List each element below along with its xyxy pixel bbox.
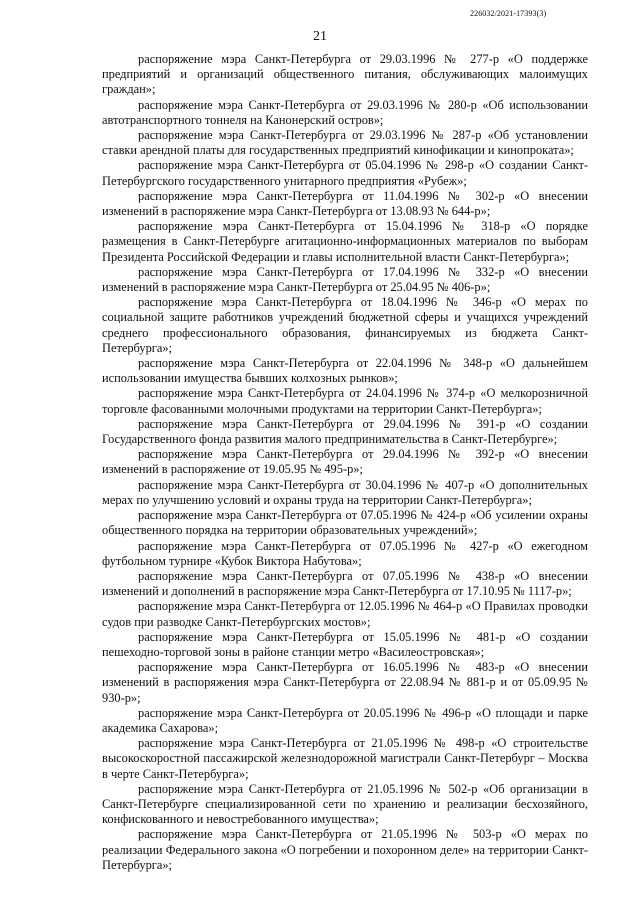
list-item: распоряжение мэра Санкт-Петербурга от 30.04.1996 № 407-р «О дополнительных мерах по улучшению условий и охраны труда на территории Санкт-Петербурга»; <box>102 477 588 507</box>
list-item: распоряжение мэра Санкт-Петербурга от 07.05.1996 № 424-р «Об усилении охраны общественного порядка на территории образовательных учреждений»; <box>102 508 588 538</box>
list-item: распоряжение мэра Санкт-Петербурга от 16.05.1996 № 483-р «О внесении изменений в распоряжения мэра Санкт-Петербурга от 22.08.94 № 881-р и от 05.09.95 № 930-р»; <box>102 660 588 705</box>
list-item: распоряжение мэра Санкт-Петербурга от 22.04.1996 № 348-р «О дальнейшем использовании имущества бывших колхозных рынков»; <box>102 356 588 386</box>
list-item: распоряжение мэра Санкт-Петербурга от 20.05.1996 № 496-р «О площади и парке академика Сахарова»; <box>102 705 588 735</box>
list-item: распоряжение мэра Санкт-Петербурга от 05.04.1996 № 298-р «О создании Санкт-Петербургского государственного унитарного предприятия «Рубеж»; <box>102 158 588 188</box>
document-body <box>102 52 588 873</box>
list-item: распоряжение мэра Санкт-Петербурга от 15.04.1996 № 318-р «О порядке размещения в Санкт-Петербурге агитационно-информационных материалов по выборам Президента Российской Федерации и главы исполнительной власти Санкт-Петербурга»; <box>102 219 588 264</box>
list-item: распоряжение мэра Санкт-Петербурга от 07.05.1996 № 427-р «О ежегодном футбольном турнире «Кубок Виктора Набутова»; <box>102 538 588 568</box>
list-item: распоряжение мэра Санкт-Петербурга от 12.05.1996 № 464-р «О Правилах проводки судов при разводке Санкт-Петербургских мостов»; <box>102 599 588 629</box>
list-item: распоряжение мэра Санкт-Петербурга от 29.03.1996 № 277-р «О поддержке предприятий и организаций общественного питания, обслуживающих малоимущих граждан»; <box>102 52 588 97</box>
list-item: распоряжение мэра Санкт-Петербурга от 15.05.1996 № 481-р «О создании пешеходно-торговой зоны в районе станции метро «Василеостровская»; <box>102 629 588 659</box>
document-registration-number: 226032/2021-17393(3) <box>470 9 547 18</box>
list-item: распоряжение мэра Санкт-Петербурга от 11.04.1996 № 302-р «О внесении изменений в распоряжение мэра Санкт-Петербурга от 13.08.93 № 644-р»; <box>102 188 588 219</box>
list-item: распоряжение мэра Санкт-Петербурга от 21.05.1996 № 503-р «О мерах по реализации Федерального закона «О погребении и похоронном деле» на территории Санкт-Петербурга»; <box>102 827 588 872</box>
list-item: распоряжение мэра Санкт-Петербурга от 18.04.1996 № 346-р «О мерах по социальной защите работников учреждений бюджетной сферы и учащихся учреждений среднего профессионального образования, финансируемых из бюджета Санкт-Петербурга»; <box>102 295 588 355</box>
list-item: распоряжение мэра Санкт-Петербурга от 29.03.1996 № 280-р «Об использовании автотранспортного тоннеля на Канонерский остров»; <box>102 97 588 127</box>
list-item: распоряжение мэра Санкт-Петербурга от 29.04.1996 № 392-р «О внесении изменений в распоряжение от 19.05.95 № 495-р»; <box>102 447 588 477</box>
list-item: распоряжение мэра Санкт-Петербурга от 29.03.1996 № 287-р «Об установлении ставки арендной платы для государственных предприятий кинофикации и кинопроката»; <box>102 128 588 158</box>
list-item: распоряжение мэра Санкт-Петербурга от 21.05.1996 № 502-р «Об организации в Санкт-Петербурге специализированной сети по хранению и реализации бесхозяйного, конфискованного и невостребованного имущества»; <box>102 781 588 827</box>
list-item: распоряжение мэра Санкт-Петербурга от 17.04.1996 № 332-р «О внесении изменений в распоряжение мэра Санкт-Петербурга от 25.04.95 № 406-р»; <box>102 264 588 295</box>
list-item: распоряжение мэра Санкт-Петербурга от 07.05.1996 № 438-р «О внесении изменений и дополнений в распоряжение мэра Санкт-Петербурга от 17.10.95 № 1117-р»; <box>102 568 588 599</box>
list-item: распоряжение мэра Санкт-Петербурга от 21.05.1996 № 498-р «О строительстве высокоскоростной пассажирской железнодорожной магистрали Санкт-Петербург – Москва в черте Санкт-Петербурга»; <box>102 736 588 781</box>
page-number: 21 <box>313 29 327 44</box>
list-item: распоряжение мэра Санкт-Петербурга от 29.04.1996 № 391-р «О создании Государственного фонда развития малого предпринимательства в Санкт-Петербурге»; <box>102 416 588 447</box>
list-item: распоряжение мэра Санкт-Петербурга от 24.04.1996 № 374-р «О мелкорозничной торговле фасованными молочными продуктами на территории Санкт-Петербурга»; <box>102 386 588 416</box>
